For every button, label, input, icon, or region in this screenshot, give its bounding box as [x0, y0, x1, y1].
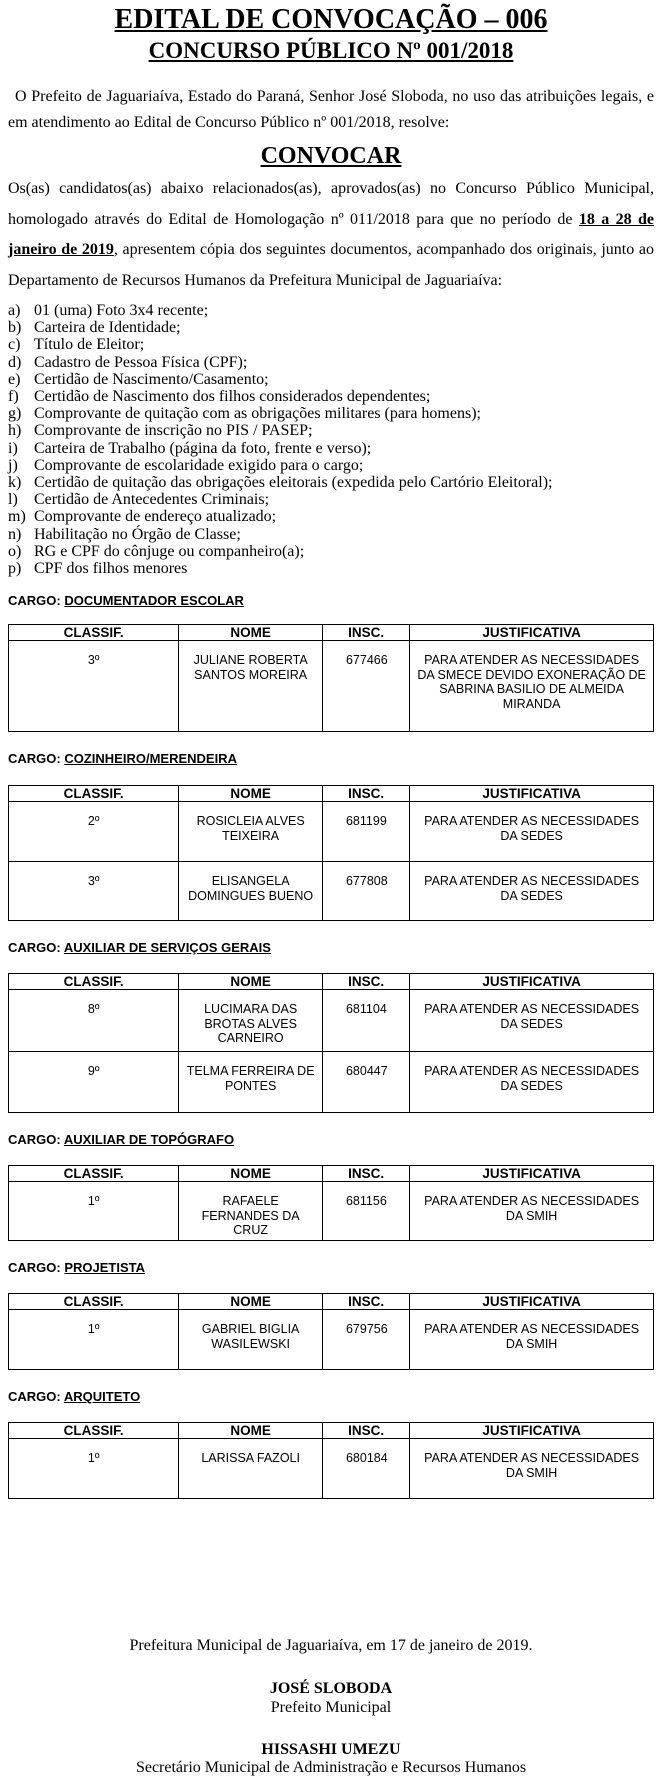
document-list	[8, 302, 654, 577]
table-row	[9, 641, 654, 732]
cargo-heading: CARGO: PROJETISTA	[8, 1260, 146, 1276]
table-header-row: CLASSIF. NOME INSC. JUSTIFICATIVA	[9, 974, 654, 990]
table-header-row: CLASSIF. NOME INSC. JUSTIFICATIVA	[9, 1166, 654, 1182]
signer1-role: Prefeito Municipal	[270, 1699, 392, 1716]
intro-paragraph: O Prefeito de Jaguariaíva, Estado do Paraná, Senhor José Sloboda, no uso das atribuições legais, e em atendimento ao Edital de Concurso Público nº 001/2018, resolve:	[8, 88, 654, 131]
candidates-table	[8, 1165, 654, 1241]
cargo-heading: CARGO: AUXILIAR DE TOPÓGRAFO	[8, 1132, 235, 1148]
body-text-part2: , apresentem cópia dos seguintes documentos, acompanhado dos originais, junto ao Departamento de Recursos Humanos da Prefeitura Municipal de Jaguariaíva:	[8, 241, 655, 289]
header-justificativa: JUSTIFICATIVA	[410, 625, 654, 641]
body-period: 18 a 28 de janeiro de 2019	[8, 210, 655, 258]
body-paragraph	[8, 174, 654, 296]
list-item: d) Cadastro de Pessoa Física (CPF);	[8, 353, 248, 371]
table-row: 3º ELISANGELA DOMINGUES BUENO 677808 PARA ATENDER AS NECESSIDADES DA SEDES	[9, 862, 654, 921]
signer2-name: HISSASHI UMEZU	[261, 1741, 401, 1758]
cargo-name: COZINHEIRO/MERENDEIRA	[64, 751, 237, 767]
list-item: o) RG e CPF do cônjuge ou companheiro(a);	[8, 542, 305, 560]
list-item: k) Certidão de quitação das obrigações eleitorais (expedida pelo Cartório Eleitoral);	[8, 474, 553, 492]
cargo-name: PROJETISTA	[64, 1260, 146, 1276]
table-row: 1º GABRIEL BIGLIA WASILEWSKI 679756 PARA ATENDER AS NECESSIDADES DA SMIH	[9, 1310, 654, 1370]
cargo-heading: CARGO: ARQUITETO	[8, 1389, 141, 1405]
table-row: 8º LUCIMARA DAS BROTAS ALVES CARNEIRO 681104 PARA ATENDER AS NECESSIDADES DA SEDES	[9, 990, 654, 1052]
cargo-name: AUXILIAR DE SERVIÇOS GERAIS	[63, 940, 271, 956]
list-item: e) Certidão de Nascimento/Casamento;	[8, 370, 269, 388]
cargo-name: ARQUITETO	[63, 1389, 141, 1405]
cargo-heading: CARGO: DOCUMENTADOR ESCOLAR	[8, 593, 244, 609]
list-item: p) CPF dos filhos menores	[8, 560, 188, 578]
header-classif: CLASSIF.	[9, 625, 179, 641]
cargo-heading: CARGO: AUXILIAR DE SERVIÇOS GERAIS	[8, 940, 271, 956]
table-row: 1º RAFAELE FERNANDES DA CRUZ 681156 PARA ATENDER AS NECESSIDADES DA SMIH	[9, 1182, 654, 1241]
list-item: m) Comprovante de endereço atualizado;	[8, 508, 277, 526]
cell-insc: 677466	[322, 641, 409, 732]
body-text-part1: Os(as) candidatos(as) abaixo relacionados(as), aprovados(as) no Concurso Público Municipal, homologado através do Edital de Homologação nº 011/2018 para que no período de	[8, 180, 654, 228]
header-insc: INSC.	[322, 625, 409, 641]
list-item: l) Certidão de Antecedentes Criminais;	[8, 491, 270, 509]
header-nome: NOME	[179, 625, 323, 641]
candidates-table	[8, 624, 654, 732]
list-item: h) Comprovante de inscrição no PIS / PASEP;	[8, 422, 313, 440]
list-item: n) Habilitação no Órgão de Classe;	[8, 525, 241, 543]
candidates-table	[8, 973, 654, 1113]
cell-justificativa: PARA ATENDER AS NECESSIDADES DA SMECE DEVIDO EXONERAÇÃO DE SABRINA BASILIO DE ALMEIDA MIRANDA	[410, 641, 654, 732]
candidates-table	[8, 785, 654, 921]
table-row: 1º LARISSA FAZOLI 680184 PARA ATENDER AS NECESSIDADES DA SMIH	[9, 1439, 654, 1499]
table-header-row: CLASSIF. NOME INSC. JUSTIFICATIVA	[9, 1294, 654, 1310]
document-title: EDITAL DE CONVOCAÇÃO – 006	[114, 4, 548, 35]
cell-classif: 3º	[9, 641, 179, 732]
candidates-table	[8, 1422, 654, 1499]
document-subtitle: CONCURSO PÚBLICO Nº 001/2018	[148, 38, 514, 63]
signer2-role: Secretário Municipal de Administração e Recursos Humanos	[135, 1759, 527, 1776]
convocar-heading: CONVOCAR	[260, 143, 402, 169]
cargo-name: AUXILIAR DE TOPÓGRAFO	[63, 1132, 235, 1148]
list-item: f) Certidão de Nascimento dos filhos considerados dependentes;	[8, 388, 431, 406]
table-header-row	[9, 625, 654, 641]
list-item: b) Carteira de Identidade;	[8, 319, 181, 337]
list-item: j) Comprovante de escolaridade exigido para o cargo;	[8, 456, 364, 474]
cargo-heading: CARGO: COZINHEIRO/MERENDEIRA	[8, 751, 237, 767]
candidates-table	[8, 1293, 654, 1370]
cargo-name: DOCUMENTADOR ESCOLAR	[64, 593, 244, 609]
list-item: c) Título de Eleitor;	[8, 336, 145, 354]
table-row: 2º ROSICLEIA ALVES TEIXEIRA 681199 PARA ATENDER AS NECESSIDADES DA SEDES	[9, 802, 654, 862]
footer-date-line: Prefeitura Municipal de Jaguariaíva, em 17 de janeiro de 2019.	[129, 1637, 533, 1654]
table-header-row: CLASSIF. NOME INSC. JUSTIFICATIVA	[9, 786, 654, 802]
signer1-name: JOSÉ SLOBODA	[269, 1680, 393, 1697]
list-item: g) Comprovante de quitação com as obrigações militares (para homens);	[8, 405, 481, 423]
table-header-row: CLASSIF. NOME INSC. JUSTIFICATIVA	[9, 1423, 654, 1439]
list-item: a) 01 (uma) Foto 3x4 recente;	[8, 302, 209, 319]
list-item: i) Carteira de Trabalho (página da foto, frente e verso);	[8, 439, 372, 457]
table-row: 9º TELMA FERREIRA DE PONTES 680447 PARA ATENDER AS NECESSIDADES DA SEDES	[9, 1052, 654, 1113]
cell-nome: JULIANE ROBERTA SANTOS MOREIRA	[179, 641, 323, 732]
